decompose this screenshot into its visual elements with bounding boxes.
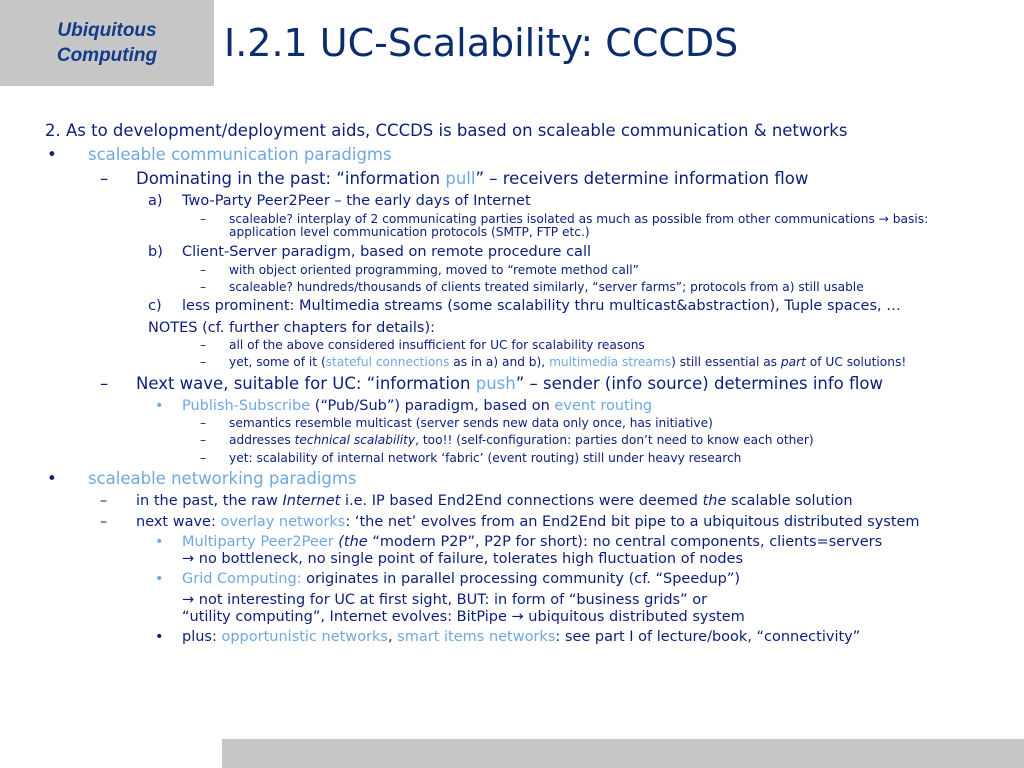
- bullet-comm-paradigms: [47, 145, 392, 165]
- text: ,: [387, 629, 398, 645]
- item-c-marker: c): [148, 298, 162, 314]
- notes-sub-1: [200, 338, 645, 353]
- internet-italic: Internet: [282, 493, 341, 509]
- text: yet: scalability of internal network ‘fabric’ (event routing) still under heavy research: [229, 451, 742, 465]
- item-a-text: Two-Party Peer2Peer – the early days of Internet: [182, 193, 531, 209]
- pull-highlight: pull: [445, 169, 476, 188]
- grid-computing-highlight: Grid Computing:: [182, 571, 302, 587]
- text: all of the above considered insufficient for UC for scalability reasons: [229, 338, 645, 352]
- dash-marker: –: [100, 514, 108, 530]
- text: ” – sender (info source) determines info flow: [515, 374, 884, 393]
- comm-heading: scaleable communication paradigms: [88, 145, 392, 164]
- technical-scalability-italic: technical scalability: [294, 433, 416, 447]
- text: next wave:: [136, 514, 221, 530]
- item-a-sub-1-cont: application level communication protocols (SMTP, FTP etc.): [229, 225, 590, 239]
- comm-past-line: [100, 169, 809, 189]
- text: plus:: [182, 629, 222, 645]
- dash-marker: –: [100, 493, 108, 509]
- text: with object oriented programming, moved to “remote method call”: [229, 263, 639, 277]
- dash-marker: –: [200, 416, 207, 430]
- push-highlight: push: [475, 374, 516, 393]
- logo: [0, 18, 214, 68]
- dash-marker: –: [200, 433, 207, 447]
- bullet-marker: •: [155, 534, 164, 550]
- stateful-connections-highlight: stateful connections: [325, 355, 450, 369]
- item-b-marker: b): [148, 244, 163, 260]
- net-past-line: [100, 492, 853, 510]
- overlay-networks-highlight: overlay networks: [220, 514, 346, 530]
- grid-line-3: “utility computing”, Internet evolves: BitPipe → ubiquitous distributed system: [182, 609, 745, 625]
- text: scalable solution: [726, 493, 853, 509]
- item-a: [148, 192, 531, 210]
- smart-items-networks-highlight: smart items networks: [397, 629, 556, 645]
- slide-title: I.2.1 UC-Scalability: CCCDS: [224, 21, 739, 65]
- dash-marker: –: [200, 263, 207, 277]
- grid-line: [155, 570, 741, 588]
- text: as in a) and b),: [449, 355, 550, 369]
- multimedia-streams-highlight: multimedia streams: [549, 355, 672, 369]
- text: yet, some of it (: [229, 355, 326, 369]
- text: of UC solutions!: [805, 355, 907, 369]
- bullet-marker: •: [47, 145, 57, 164]
- net-next-line: [100, 513, 920, 531]
- plus-line: [155, 628, 861, 646]
- dash-marker: –: [200, 280, 207, 294]
- text: “modern P2P”, P2P for short): no central components, clients=servers: [367, 534, 883, 550]
- pubsub-line: [155, 397, 653, 415]
- pubsub-sub-2: [200, 433, 814, 448]
- bullet-marker: •: [155, 398, 164, 414]
- text: scaleable? hundreds/thousands of clients treated similarly, “server farms”; protocols from a) still usable: [229, 280, 864, 294]
- text: i.e. IP based End2End connections were deemed: [340, 493, 703, 509]
- pubsub-sub-1: [200, 416, 713, 431]
- dash-marker: –: [100, 374, 109, 393]
- net-heading: scaleable networking paradigms: [88, 469, 357, 488]
- item-b-sub-2: [200, 280, 864, 295]
- text: Dominating in the past: “information: [136, 169, 446, 188]
- text: addresses: [229, 433, 295, 447]
- dash-marker: –: [200, 451, 207, 465]
- item-c: [148, 297, 901, 315]
- text: originates in parallel processing community (cf. “Speedup”): [301, 571, 741, 587]
- item-c-text: less prominent: Multimedia streams (some scalability thru multicast&abstraction), Tuple spaces, …: [182, 298, 901, 314]
- text: ) still essential as: [671, 355, 781, 369]
- publish-subscribe-highlight: Publish-Subscribe: [182, 398, 311, 414]
- opportunistic-networks-highlight: opportunistic networks: [221, 629, 388, 645]
- logo-line-1: Ubiquitous: [57, 20, 157, 41]
- text: , too!! (self-configuration: parties don’t need to know each other): [415, 433, 814, 447]
- bullet-net-paradigms: [47, 469, 357, 489]
- text: : see part I of lecture/book, “connectivity”: [555, 629, 861, 645]
- dash-marker: –: [200, 212, 207, 226]
- multiparty-p2p-highlight: Multiparty Peer2Peer: [182, 534, 334, 550]
- item-b-text: Client-Server paradigm, based on remote procedure call: [182, 244, 592, 260]
- intro-line: 2. As to development/deployment aids, CCCDS is based on scaleable communication & networks: [45, 121, 848, 140]
- event-routing-highlight: event routing: [554, 398, 653, 414]
- part-italic: part: [780, 355, 806, 369]
- the-italic: (the: [333, 534, 368, 550]
- comm-next-line: [100, 374, 884, 394]
- item-b: [148, 243, 592, 261]
- text: ” – receivers determine information flow: [475, 169, 809, 188]
- footer-bar: [222, 739, 1024, 768]
- dash-marker: –: [100, 169, 109, 188]
- text: (“Pub/Sub”) paradigm, based on: [310, 398, 555, 414]
- item-a-marker: a): [148, 193, 163, 209]
- multiparty-line-2: → no bottleneck, no single point of failure, tolerates high fluctuation of nodes: [182, 551, 744, 567]
- notes-sub-2: [200, 355, 907, 370]
- bullet-marker: •: [155, 571, 164, 587]
- text: in the past, the raw: [136, 493, 283, 509]
- logo-line-2: Computing: [56, 45, 158, 66]
- grid-line-2: → not interesting for UC at first sight, BUT: in form of “business grids” or: [182, 592, 708, 608]
- dash-marker: –: [200, 355, 207, 369]
- dash-marker: –: [200, 338, 207, 352]
- text: : ‘the net’ evolves from an End2End bit pipe to a ubiquitous distributed system: [345, 514, 920, 530]
- pubsub-sub-3: [200, 451, 742, 466]
- text: semantics resemble multicast (server sends new data only once, has initiative): [229, 416, 713, 430]
- text: scaleable? interplay of 2 communicating parties isolated as much as possible from other communications → basis:: [229, 212, 929, 226]
- bullet-marker: •: [47, 469, 57, 488]
- notes-line: NOTES (cf. further chapters for details):: [148, 320, 435, 336]
- bullet-marker: •: [155, 629, 164, 645]
- text: Next wave, suitable for UC: “information: [136, 374, 476, 393]
- item-b-sub-1: [200, 263, 639, 278]
- multiparty-line: [155, 533, 883, 551]
- the-italic: the: [702, 493, 727, 509]
